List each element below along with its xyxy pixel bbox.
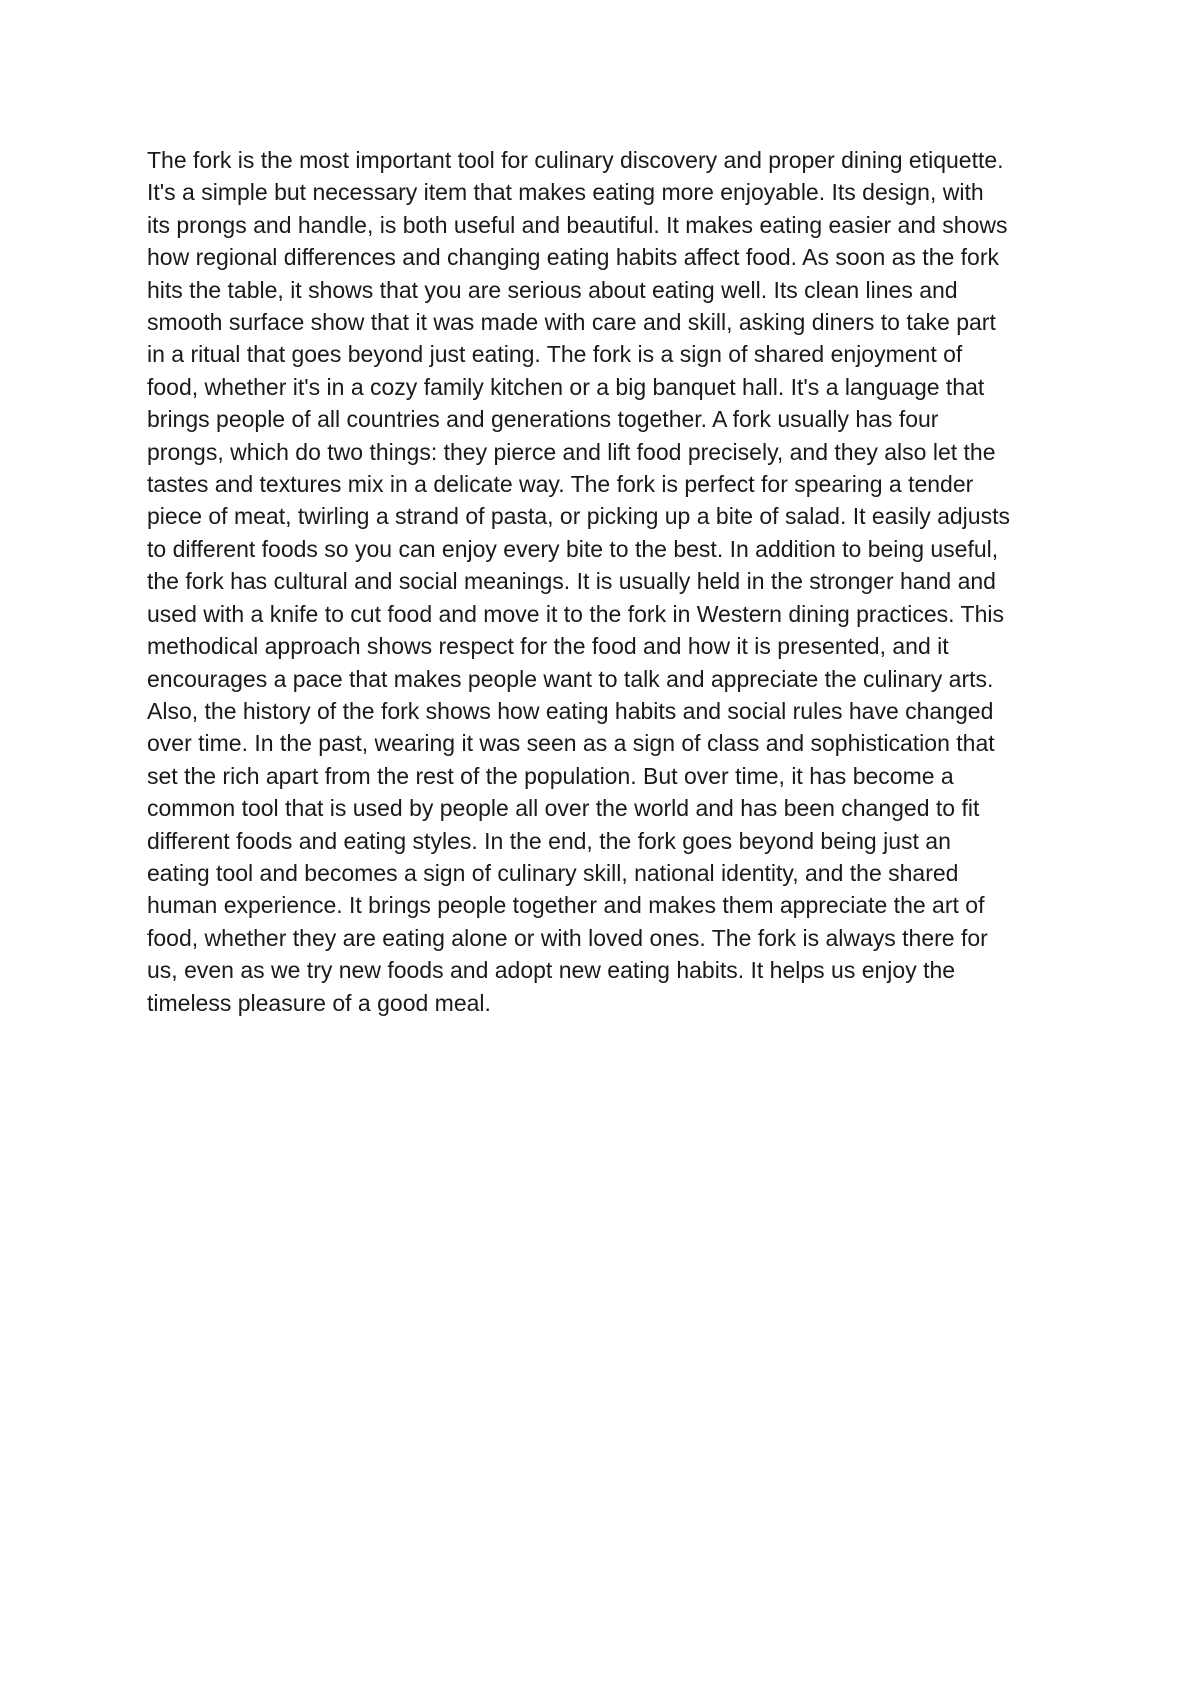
paragraph-line: brings people of all countries and generations together. A fork usually has four	[147, 406, 939, 433]
paragraph-line: piece of meat, twirling a strand of pasta, or picking up a bite of salad. It easily adjusts	[147, 503, 1010, 530]
paragraph-line: smooth surface show that it was made with care and skill, asking diners to take part	[147, 309, 996, 336]
paragraph-line: over time. In the past, wearing it was seen as a sign of class and sophistication that	[147, 730, 995, 757]
paragraph-line: timeless pleasure of a good meal.	[147, 989, 491, 1016]
paragraph-line: common tool that is used by people all over the world and has been changed to fit	[147, 795, 980, 822]
paragraph-line: The fork is the most important tool for culinary discovery and proper dining etiquette.	[147, 147, 1004, 173]
paragraph-line: the fork has cultural and social meanings. It is usually held in the stronger hand and	[147, 568, 996, 595]
paragraph-line: us, even as we try new foods and adopt new eating habits. It helps us enjoy the	[147, 957, 956, 984]
paragraph-line: to different foods so you can enjoy every bite to the best. In addition to being useful,	[147, 535, 999, 562]
paragraph-line: different foods and eating styles. In the end, the fork goes beyond being just an	[147, 827, 951, 854]
paragraph-line: methodical approach shows respect for the food and how it is presented, and it	[147, 633, 949, 660]
paragraph-line: set the rich apart from the rest of the population. But over time, it has become a	[147, 762, 954, 789]
paragraph-line: prongs, which do two things: they pierce and lift food precisely, and they also let the	[147, 438, 996, 465]
paragraph-line: hits the table, it shows that you are serious about eating well. Its clean lines and	[147, 276, 958, 303]
paragraph-line: its prongs and handle, is both useful and beautiful. It makes eating easier and shows	[147, 211, 1008, 238]
paragraph-line: encourages a pace that makes people want to talk and appreciate the culinary arts.	[147, 665, 994, 692]
paragraph-line: It's a simple but necessary item that makes eating more enjoyable. Its design, with	[147, 179, 984, 206]
body-paragraph	[147, 144, 1077, 1019]
paragraph-line: tastes and textures mix in a delicate way. The fork is perfect for spearing a tender	[147, 471, 974, 498]
paragraph-line: used with a knife to cut food and move it to the fork in Western dining practices. This	[147, 600, 1004, 627]
paragraph-line: eating tool and becomes a sign of culinary skill, national identity, and the shared	[147, 859, 959, 886]
paragraph-line: food, whether they are eating alone or with loved ones. The fork is always there for	[147, 924, 988, 951]
paragraph-line: Also, the history of the fork shows how eating habits and social rules have changed	[147, 697, 994, 724]
paragraph-line: how regional differences and changing eating habits affect food. As soon as the fork	[147, 244, 1000, 271]
paragraph-line: human experience. It brings people together and makes them appreciate the art of	[147, 892, 985, 919]
paragraph-line: in a ritual that goes beyond just eating. The fork is a sign of shared enjoyment of	[147, 341, 963, 368]
paragraph-line: food, whether it's in a cozy family kitchen or a big banquet hall. It's a language that	[147, 373, 985, 400]
